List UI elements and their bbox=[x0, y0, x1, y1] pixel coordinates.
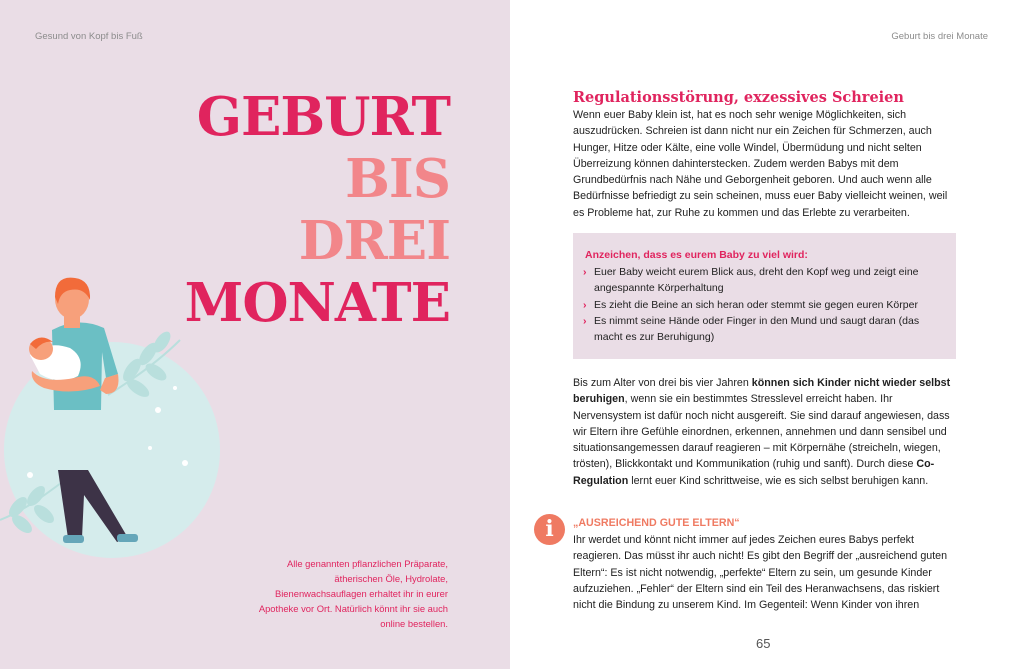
section-heading: Regulationsstörung, exzessives Schreien bbox=[573, 89, 904, 106]
running-head-left: Gesund von Kopf bis Fuß bbox=[35, 31, 143, 42]
callout-item bbox=[583, 313, 945, 346]
callout-item bbox=[583, 297, 945, 313]
chevron-right-icon: › bbox=[583, 298, 587, 311]
chevron-right-icon: › bbox=[583, 314, 587, 327]
info-icon: i bbox=[534, 514, 565, 545]
father-holding-baby-illustration bbox=[0, 270, 240, 570]
para2-bold-2: Co-Regulation bbox=[573, 458, 935, 487]
caption-remedies-note: Alle genannten pflanzlichen Präparate, ätherischen Öle, Hydrolate, Bienenwachsauflagen erhaltet ihr in eurer Apotheke vor Ort. Natürlich könnt ihr sie auch online bestellen. bbox=[258, 558, 448, 629]
warning-signs-callout bbox=[573, 233, 956, 359]
callout-item-text: Es nimmt seine Hände oder Finger in den Mund und saugt daran (das macht es zur Beruhigung) bbox=[594, 314, 920, 344]
callout-heading: Anzeichen, dass es eurem Baby zu viel wird: bbox=[585, 249, 808, 261]
title-line-3: DREI bbox=[298, 210, 450, 272]
chevron-right-icon: › bbox=[583, 266, 587, 278]
info-paragraph: Ihr werdet und könnt nicht immer auf jedes Zeichen eures Babys perfekt reagieren. Das müsst ihr auch nicht! Es gibt den Begriff der „ausreichend guten Eltern“: Es ist nicht notwendig, „perfekte“ Eltern zu sein, um gesunde Kinder aufzuziehen. „Fehler“ der Eltern sind ein Teil des Heranwachsens, das riskiert nicht die Bindung zu unserem Kind. Im Gegenteil: Wenn Kinder von ihren bbox=[573, 534, 948, 612]
co-regulation-paragraph bbox=[573, 375, 961, 489]
callout-item-text: Es zieht die Beine an sich heran oder stemmt sie gegen euren Körper bbox=[594, 298, 918, 311]
page-number: 65 bbox=[756, 636, 771, 651]
running-head-right: Geburt bis drei Monate bbox=[891, 31, 988, 42]
callout-item-text: Euer Baby weicht eurem Blick aus, dreht den Kopf weg und zeigt eine angespannte Körperhaltung bbox=[594, 266, 919, 295]
info-heading: „AUSREICHEND GUTE ELTERN“ bbox=[573, 517, 740, 529]
callout-list bbox=[583, 264, 945, 345]
title-line-1: GEBURT bbox=[196, 86, 450, 148]
para2-text-3: lernt euer Kind schrittweise, wie es sich selbst beruhigen kann. bbox=[628, 474, 929, 487]
para2-text-1: Bis zum Alter von drei bis vier Jahren bbox=[573, 377, 752, 389]
right-page bbox=[510, 0, 1020, 669]
title-line-4: MONATE bbox=[184, 272, 450, 334]
para2-bold-1: können sich Kinder nicht wieder selbst beruhigen bbox=[573, 377, 951, 406]
para2-text-2: , wenn sie ein bestimmtes Stresslevel erreicht haben. Ihr Nervensystem ist dafür noch nicht ausgereift. Sie sind darauf angewiesen, dass wir Eltern ihre Gefühle einordnen, erkennen, annehmen und dann sensibel und situationsangemessen darauf reagieren – mit Körpernähe (streicheln, wiegen, trösten), Blickkontakt und Kommunikation (ruhig und sanft). Durch diese bbox=[573, 393, 950, 471]
intro-paragraph: Wenn euer Baby klein ist, hat es noch sehr wenige Möglichkeiten, sich auszudrücken. Schreien ist dann nicht nur ein Zeichen für Schmerzen, auch Hunger, Hitze oder Kälte, eine volle Windel, Übermüdung und nicht selten Überreizung können dahinterstecken. Zudem werden Babys mit dem Grundbedürfnis nach Nähe und Geborgenheit geboren. Und auch wenn alle Bedürfnisse befriedigt zu sein scheinen, muss euer Baby vielleicht weinen, weil es Probleme hat, zur Ruhe zu kommen und das Erlebte zu verarbeiten. bbox=[573, 109, 948, 219]
title-line-2: BIS bbox=[345, 148, 450, 210]
callout-item bbox=[583, 264, 945, 297]
